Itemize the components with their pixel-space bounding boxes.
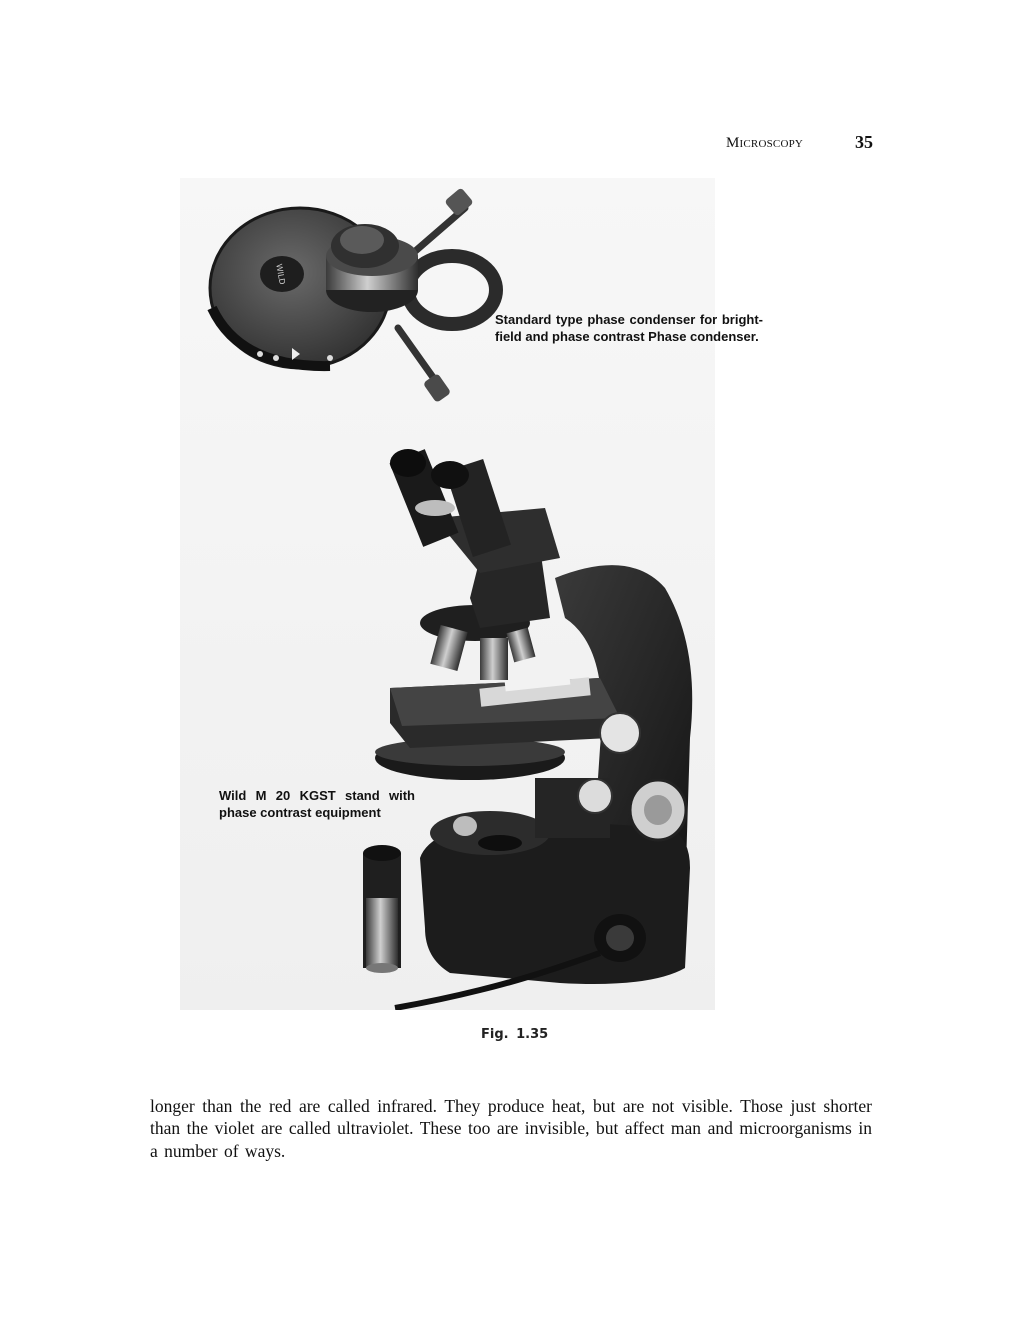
section-title: Microscopy xyxy=(726,135,804,151)
running-head xyxy=(700,132,875,154)
figure xyxy=(180,178,715,1010)
caption-stand: Wild M 20 KGST stand with phase contrast equipment xyxy=(219,788,415,820)
page-number: 35 xyxy=(855,132,873,152)
svg-text:WILD: WILD xyxy=(274,263,287,286)
figure-label: Fig. 1.35 xyxy=(481,1027,549,1042)
body-paragraph: longer than the red are called infrared. They produce heat, but are not visible. Those just shorter than the violet are called ultraviolet. These too are invisible, but affect man and microorganisms in a number of ways. xyxy=(150,1095,872,1161)
figure-photos xyxy=(180,178,715,1010)
caption-condenser: Standard type phase condenser for bright-field and phase contrast Phase condenser. xyxy=(495,312,763,344)
